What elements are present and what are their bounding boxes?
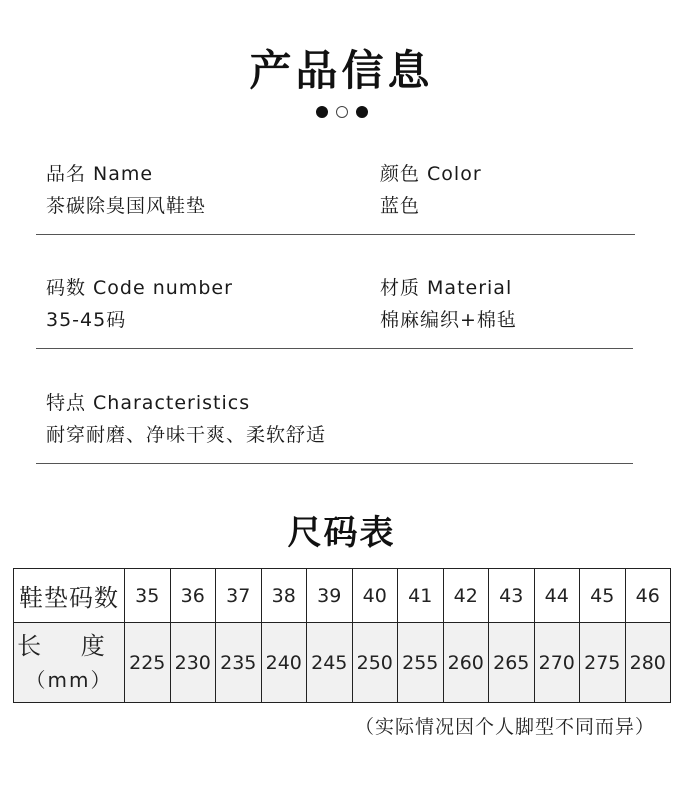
length-cell: 265 bbox=[489, 623, 535, 703]
size-chart-title: 尺码表 bbox=[287, 513, 396, 553]
size-row-header: 鞋垫码数 bbox=[14, 569, 125, 623]
code-label: 码数 Code number bbox=[46, 277, 233, 299]
color-label: 颜色 Color bbox=[380, 163, 482, 185]
length-cell: 240 bbox=[261, 623, 307, 703]
info-code bbox=[46, 274, 233, 334]
divider bbox=[36, 463, 633, 464]
info-name bbox=[46, 160, 206, 220]
size-note: （实际情况因个人脚型不同而异） bbox=[354, 716, 655, 738]
size-cell: 45 bbox=[580, 569, 626, 623]
length-cell: 270 bbox=[534, 623, 580, 703]
decorative-dots bbox=[0, 106, 683, 118]
size-cell: 40 bbox=[352, 569, 398, 623]
length-cell: 255 bbox=[398, 623, 444, 703]
size-cell: 39 bbox=[307, 569, 353, 623]
dot-icon bbox=[316, 106, 328, 118]
table-row bbox=[14, 569, 671, 623]
dot-icon bbox=[356, 106, 368, 118]
size-table bbox=[13, 568, 671, 703]
size-cell: 37 bbox=[216, 569, 262, 623]
length-cell: 260 bbox=[443, 623, 489, 703]
length-header-unit: （mm） bbox=[25, 667, 113, 692]
length-cell: 225 bbox=[125, 623, 171, 703]
color-value: 蓝色 bbox=[380, 195, 421, 217]
length-cell: 275 bbox=[580, 623, 626, 703]
info-material bbox=[380, 274, 517, 334]
name-label: 品名 Name bbox=[46, 163, 154, 185]
length-header-label: 长 度 bbox=[17, 631, 121, 660]
info-characteristics bbox=[46, 389, 326, 449]
characteristics-label: 特点 Characteristics bbox=[46, 392, 251, 414]
page-title: 产品信息 bbox=[249, 46, 434, 95]
size-cell: 42 bbox=[443, 569, 489, 623]
material-label: 材质 Material bbox=[380, 277, 513, 299]
length-cell: 245 bbox=[307, 623, 353, 703]
size-cell: 38 bbox=[261, 569, 307, 623]
dot-icon bbox=[336, 106, 348, 118]
divider bbox=[36, 234, 635, 235]
length-row-header bbox=[14, 623, 125, 703]
size-cell: 35 bbox=[125, 569, 171, 623]
size-cell: 44 bbox=[534, 569, 580, 623]
length-cell: 250 bbox=[352, 623, 398, 703]
length-cell: 280 bbox=[625, 623, 671, 703]
divider bbox=[36, 348, 633, 349]
size-cell: 41 bbox=[398, 569, 444, 623]
code-value: 35-45码 bbox=[46, 309, 127, 331]
length-cell: 230 bbox=[170, 623, 216, 703]
size-cell: 46 bbox=[625, 569, 671, 623]
name-value: 茶碳除臭国风鞋垫 bbox=[46, 195, 207, 217]
size-cell: 36 bbox=[170, 569, 216, 623]
length-cell: 235 bbox=[216, 623, 262, 703]
size-cell: 43 bbox=[489, 569, 535, 623]
info-color bbox=[380, 160, 482, 220]
material-value: 棉麻编织+棉毡 bbox=[380, 309, 517, 331]
characteristics-value: 耐穿耐磨、净味干爽、柔软舒适 bbox=[46, 424, 327, 446]
table-row bbox=[14, 623, 671, 703]
